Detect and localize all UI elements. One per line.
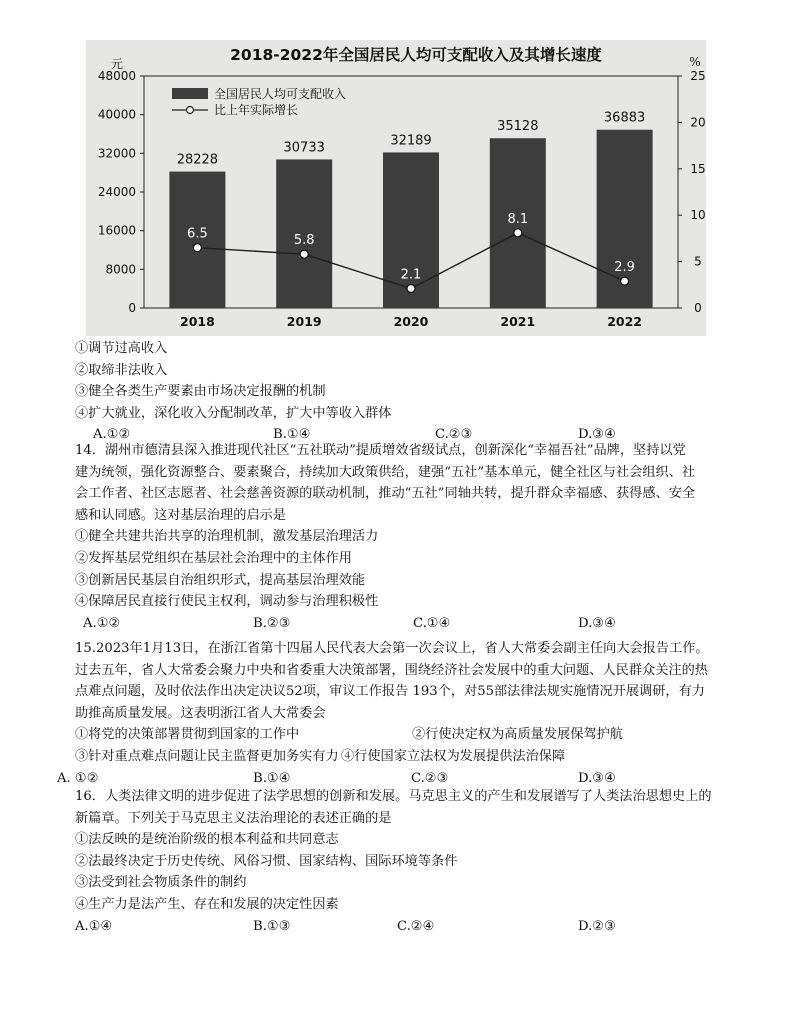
- q16-option-4: ④生产力是法产生、存在和发展的决定性因素: [75, 896, 339, 912]
- q15-option-4: ④行使国家立法权为发展提供法治保障: [341, 748, 566, 764]
- growth-point: [407, 285, 415, 293]
- q14-option-2: ②发挥基层党组织在基层社会治理中的主体作用: [75, 550, 352, 566]
- left-axis-tick-label: 16000: [97, 223, 136, 238]
- q15-stem-line: 点难点问题，及时依法作出决定决议52项，审议工作报告 193个，对55部法律法规实施情况开展调研，有力: [75, 684, 705, 700]
- q16-answer-a[interactable]: A.①④: [75, 918, 113, 934]
- q16-option-2: ②法最终决定于历史传统、风俗习惯、国家结构、国际环境等条件: [75, 853, 458, 869]
- bar-value-label: 28228: [176, 152, 219, 168]
- x-axis-category-label: 2022: [607, 314, 642, 329]
- chart-title: 2018-2022年全国居民人均可支配收入及其增长速度: [230, 46, 602, 64]
- legend-line-marker: [187, 107, 194, 114]
- left-axis-tick-label: 40000: [97, 107, 136, 122]
- q15-answer-b[interactable]: B.①④: [253, 770, 291, 786]
- right-axis-unit: %: [689, 55, 701, 69]
- q15-stem-line: 15.2023年1月13日，在浙江省第十四届人民代表大会第一次会议上，省人大常委会副主任向大会报告工作。: [75, 641, 709, 656]
- q16-option-1: ①法反映的是统治阶级的根本利益和共同意志: [75, 832, 339, 848]
- legend-line-label: 比上年实际增长: [214, 103, 299, 117]
- right-axis-tick-label: 20: [690, 115, 706, 130]
- x-axis-category-label: 2021: [500, 314, 536, 329]
- bar-value-label: 36883: [603, 110, 646, 126]
- growth-value-label: 8.1: [507, 211, 529, 227]
- growth-value-label: 5.8: [293, 233, 315, 249]
- q14-stem-line: 14．湖州市德清县深入推进现代社区“五社联动”提质增效省级试点，创新深化“幸福吾社”品牌，坚持以党: [75, 443, 686, 458]
- right-axis-tick-label: 25: [690, 69, 706, 83]
- growth-point: [621, 277, 629, 285]
- q16-option-3: ③法受到社会物质条件的制约: [75, 875, 247, 891]
- q14-stem-line: 建为统领，强化资源整合、要素聚合，持续加大政策供给，建强“五社”基本单元，健全社区与社会组织、社: [75, 464, 696, 480]
- right-axis-tick-label: 0: [694, 301, 702, 315]
- bar-value-label: 35128: [497, 119, 539, 135]
- question-16: [75, 786, 755, 938]
- right-axis-tick-label: 5: [694, 254, 702, 269]
- q15-option-1: ①将党的决策部署贯彻到国家的工作中: [75, 727, 300, 743]
- q15-options-row-2: [75, 746, 755, 768]
- q15-options-row-1: [75, 724, 755, 746]
- growth-value-label: 2.1: [400, 267, 422, 283]
- question-15: [57, 638, 755, 790]
- q16-stem-line: 新篇章。下列关于马克思主义法治理论的表述正确的是: [75, 810, 392, 826]
- q14-option-1: ①健全共建共治共享的治理机制，激发基层治理活力: [75, 529, 379, 545]
- q16-answer-c[interactable]: C.②④: [397, 918, 435, 934]
- income-chart-svg: [86, 40, 706, 336]
- income-chart: [86, 40, 706, 336]
- left-axis-unit: 元: [110, 57, 124, 71]
- growth-point: [514, 229, 522, 237]
- bar-value-label: 30733: [283, 140, 325, 156]
- q14-option-4: ④保障居民直接行使民主权利，调动参与治理积极性: [75, 594, 379, 610]
- q16-answers: [75, 916, 755, 938]
- legend-bar-swatch: [172, 88, 208, 99]
- right-axis-tick-label: 10: [690, 208, 706, 223]
- left-axis-tick-label: 8000: [105, 262, 136, 277]
- q14-answer-c[interactable]: C.①④: [413, 615, 451, 631]
- q15-option-2: ②行使决定权为高质量发展保驾护航: [412, 727, 623, 743]
- q14-answer-d[interactable]: D.③④: [578, 615, 616, 631]
- q13-answer-b[interactable]: B.①④: [273, 427, 311, 443]
- q15-answer-c[interactable]: C.②③: [411, 770, 449, 786]
- x-axis-category-label: 2018: [180, 314, 215, 329]
- bar-value-label: 32189: [390, 133, 432, 149]
- q13-option-1: ①调节过高收入: [75, 341, 168, 356]
- left-axis-tick-label: 0: [128, 301, 136, 315]
- growth-value-label: 2.9: [614, 260, 635, 276]
- chart-legend: [172, 86, 346, 117]
- question-14: [75, 440, 755, 635]
- q16-stem-line: 16．人类法律文明的进步促进了法学思想的创新和发展。马克思主义的产生和发展谱写了人类法治思想史上的: [75, 789, 712, 804]
- x-axis-category-label: 2020: [393, 314, 429, 329]
- question-13-options: [75, 338, 755, 446]
- q13-option-3: ③健全各类生产要素由市场决定报酬的机制: [75, 384, 326, 400]
- q15-stem-line: 过去五年，省人大常委会聚力中央和省委重大决策部署，围绕经济社会发展中的重大问题、人民群众关注的热: [75, 662, 708, 678]
- q14-stem-line: 会工作者、社区志愿者、社会慈善资源的联动机制，推动“五社”同轴共转，提升群众幸福感、获得感、安全: [75, 486, 696, 502]
- q15-answer-d[interactable]: D.③④: [578, 770, 616, 786]
- q13-answer-a[interactable]: A.①②: [93, 427, 131, 443]
- q15-stem-line: 助推高质量发展。这表明浙江省人大常委会: [75, 705, 326, 721]
- q13-answer-c[interactable]: C.②③: [435, 427, 473, 443]
- q14-option-3: ③创新居民基层自治组织形式，提高基层治理效能: [75, 572, 366, 588]
- q13-answer-d[interactable]: D.③④: [578, 427, 616, 443]
- q14-answer-b[interactable]: B.②③: [253, 615, 291, 631]
- right-axis-tick-label: 15: [690, 161, 706, 176]
- q15-option-3: ③针对重点难点问题让民主监督更加务实有力: [75, 748, 339, 764]
- q16-answer-b[interactable]: B.①③: [253, 918, 291, 934]
- left-axis-tick-label: 32000: [97, 146, 136, 161]
- q13-option-4: ④扩大就业，深化收入分配制改革，扩大中等收入群体: [75, 405, 392, 421]
- growth-point: [193, 244, 201, 252]
- left-axis-tick-label: 24000: [97, 185, 136, 199]
- q15-answer-a[interactable]: A. ①②: [57, 770, 99, 786]
- growth-value-label: 6.5: [187, 226, 208, 242]
- q14-answers: [75, 613, 755, 635]
- x-axis-category-label: 2019: [286, 314, 322, 329]
- growth-point: [300, 250, 308, 258]
- legend-bar-label: 全国居民人均可支配收入: [214, 87, 347, 101]
- q14-answer-a[interactable]: A.①②: [83, 615, 121, 631]
- q14-stem-line: 感和认同感。这对基层治理的启示是: [75, 507, 286, 523]
- q16-answer-d[interactable]: D.②③: [578, 918, 616, 934]
- q13-option-2: ②取缔非法收入: [75, 362, 168, 378]
- left-axis-tick-label: 48000: [97, 69, 136, 83]
